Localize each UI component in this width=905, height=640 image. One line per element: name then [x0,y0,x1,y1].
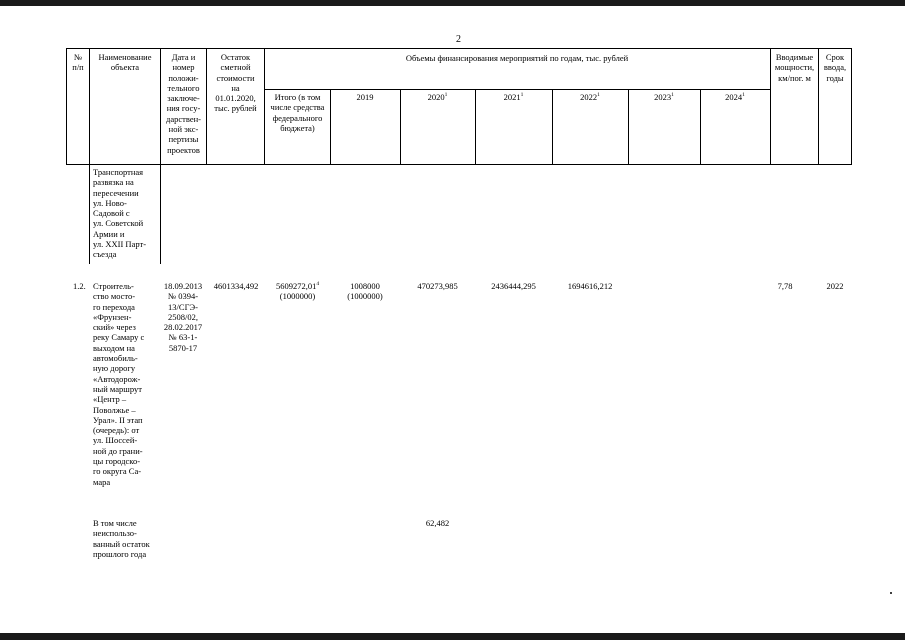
table-rule [66,164,851,165]
row-total: 5609272,01$^4$ (1000000) [275,281,320,302]
header-year-2022: 2022$^1$ [580,92,600,102]
row-remainder: 4601334,492 [213,281,259,291]
header-object-name: Наименование объекта [98,52,152,73]
including-2020: 62,482 [425,518,450,528]
row-number: 1.2. [73,281,86,291]
header-year-2024: 2024$^1$ [725,92,745,102]
header-year-2023: 2023$^1$ [654,92,674,102]
table-rule [66,48,851,49]
header-estimate-remainder: Остаток сметной стоимости на 01.01.2020, тыс. рублей [214,52,257,114]
row-2020: 470273,985 [417,281,458,291]
header-capacity: Вводимые мощности, км/пог. м [774,52,815,83]
scan-border-top [0,0,905,6]
scan-speck [890,592,892,594]
row-capacity: 7,78 [777,281,793,291]
row-deadline: 2022 [826,281,844,291]
header-year-2020: 2020$^1$ [427,92,448,102]
continued-object-name: Транспортная развязка на пересечении ул. Ново- Садовой с ул. Советской Армии и ул. XXII Парт- съезда [93,167,147,260]
page-number: 2 [456,34,461,45]
row-2019: 1008000 (1000000) [347,281,383,302]
header-year-2019: 2019 [356,92,374,102]
row-approval: 18.09.2013 № 0394- 13/СГЭ- 2508/02, 28.02.2017 № 63-1- 5870-17 [163,281,203,353]
including-label: В том числе неиспользо- ванный остаток прошлого года [93,518,150,559]
row-2022: 1694616,212 [567,281,613,291]
header-funding-volumes: Объемы финансирования мероприятий по годам, тыс. рублей [405,53,629,63]
header-approval-date: Дата и номер положи- тельного заключе- ния госу- дарствен- ной экс- пертизы проектов [166,52,201,155]
header-year-2021: 2021$^1$ [503,92,524,102]
scan-border-bottom [0,633,905,640]
header-deadline: Срок ввода, годы [823,52,847,83]
table-rule [89,164,90,264]
row-2021: 2436444,295 [491,281,536,291]
header-total: Итого (в том числе средства федерального бюджета) [270,92,325,133]
row-object-name: Строитель- ство мосто- го перехода «Фрунзен- ский» через реку Самару с выходом на автомобиль- ную дорогу «Автодорож- ный маршрут «Центр – Поволжье – Урал». II этап (очередь): от ул. Шоссей- ной до грани- цы городско- го округа Са- мара [93,281,145,487]
header-num: № п/п [72,52,84,73]
table-rule [264,89,770,90]
